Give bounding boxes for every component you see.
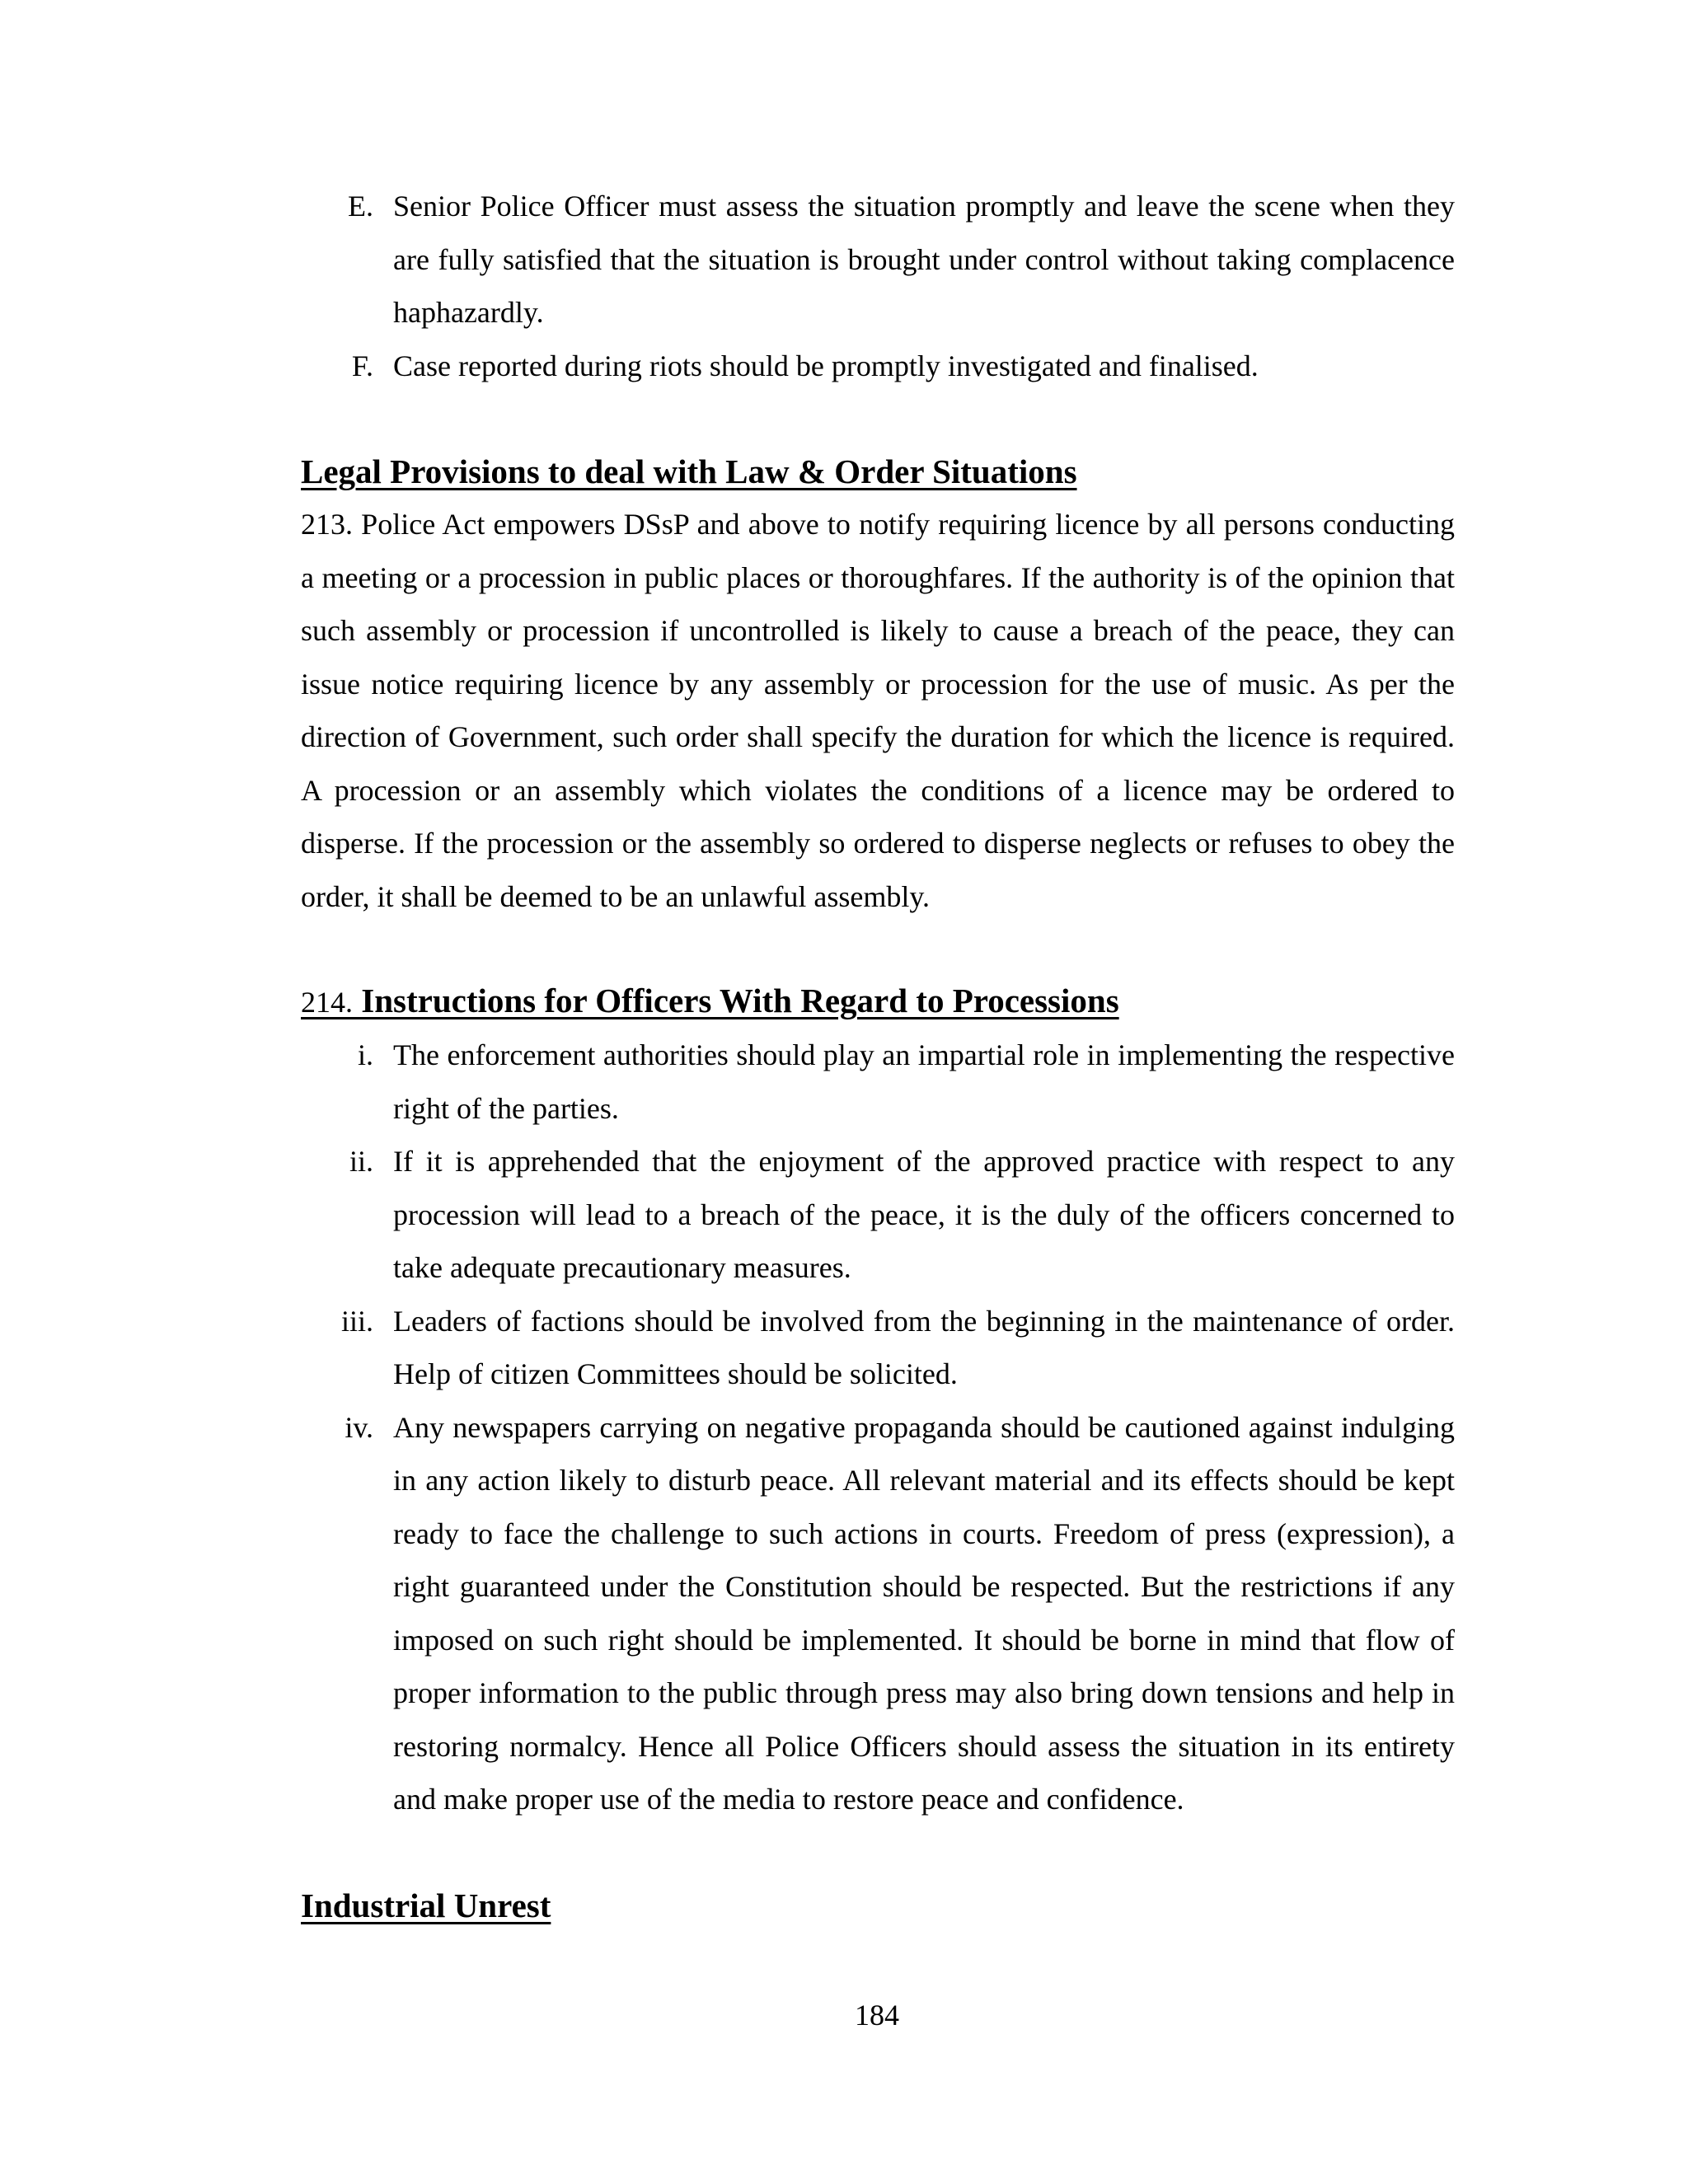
list-item-f <box>301 340 1455 393</box>
list-marker: E. <box>348 190 373 223</box>
page-number: 184 <box>855 1999 899 2032</box>
list-roman <box>301 1029 1455 1826</box>
page-body <box>301 180 1455 1932</box>
list-text: Leaders of factions should be involved from the beginning in the maintenance of order. Help of citizen Committees should be solicited. <box>393 1304 1455 1390</box>
list-ef <box>301 180 1455 392</box>
list-item-e <box>301 180 1455 340</box>
heading-instructions-processions <box>301 974 1455 1029</box>
list-marker: iv. <box>345 1410 373 1444</box>
list-item-iii <box>301 1295 1455 1401</box>
list-text: Senior Police Officer must assess the situation promptly and leave the scene when they are fully satisfied that the situation is brought under control without taking complacence haphazardly. <box>393 190 1455 329</box>
list-marker: iii. <box>340 1304 373 1338</box>
list-text: Case reported during riots should be promptly investigated and finalised. <box>393 349 1259 382</box>
section-number: 214. <box>301 986 353 1019</box>
heading-legal-provisions: Legal Provisions to deal with Law & Order Situations <box>301 452 1077 490</box>
list-marker: F. <box>351 349 373 382</box>
list-text: The enforcement authorities should play an impartial role in implementing the respective right of the parties. <box>393 1038 1455 1125</box>
list-marker: i. <box>357 1038 373 1071</box>
paragraph-213: 213. Police Act empowers DSsP and above to notify requiring licence by all persons conducting a meeting or a procession in public places or thoroughfares. If the authority is of the opinion that such assembly or procession if uncontrolled is likely to cause a breach of the peace, they can issue notice requiring licence by any assembly or procession for the use of music. As per the direction of Government, such order shall specify the duration for which the licence is required. A procession or an assembly which violates the conditions of a licence may be ordered to disperse. If the procession or the assembly so ordered to disperse neglects or refuses to obey the order, it shall be deemed to be an unlawful assembly. <box>301 508 1455 913</box>
list-text: If it is apprehended that the enjoyment of the approved practice with respect to any procession will lead to a breach of the peace, it is the duly of the officers concerned to take adequate precautionary measures. <box>393 1145 1455 1284</box>
list-text: Any newspapers carrying on negative propaganda should be cautioned against indulging in any action likely to disturb peace. All relevant material and its effects should be kept ready to face the challenge to such actions in courts. Freedom of press (expression), a right guaranteed under the Constitution should be respected. But the restrictions if any imposed on such right should be implemented. It should be borne in mind that flow of proper information to the public through press may also bring down tensions and help in restoring normalcy. Hence all Police Officers should assess the situation in its entirety and make proper use of the media to restore peace and confidence. <box>393 1410 1455 1816</box>
list-marker: ii. <box>349 1145 373 1178</box>
heading-industrial-unrest: Industrial Unrest <box>301 1886 551 1924</box>
list-item-i <box>301 1029 1455 1135</box>
list-item-iv <box>301 1401 1455 1826</box>
list-item-ii <box>301 1135 1455 1295</box>
heading-text: Instructions for Officers With Regard to Processions <box>353 982 1119 1019</box>
